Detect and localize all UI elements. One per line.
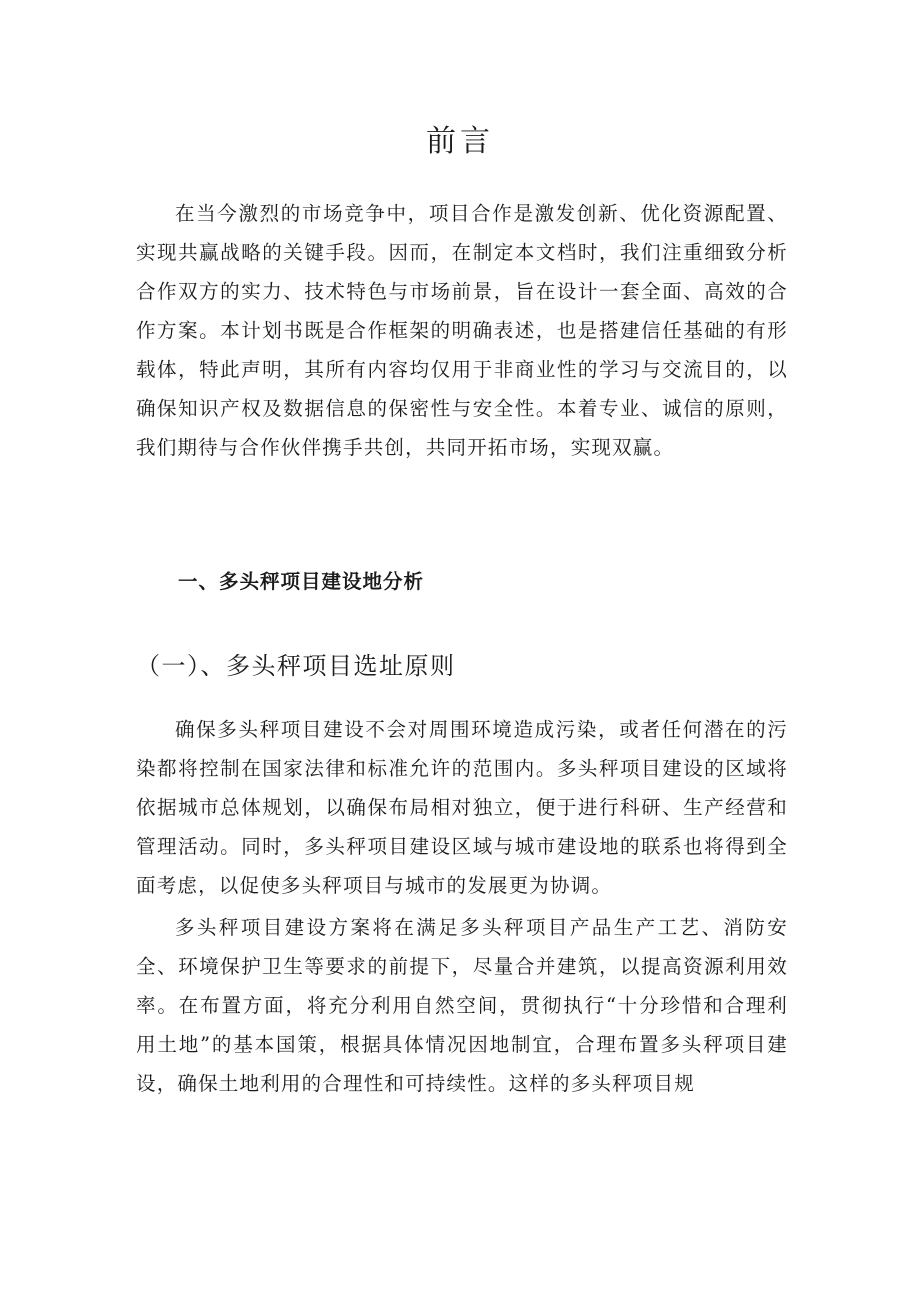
section-heading: 一、多头秤项目建设地分析 xyxy=(178,570,425,593)
body-paragraph: 确保多头秤项目建设不会对周围环境造成污染，或者任何潜在的污染都将控制在国家法律和标准允许的范围内。多头秤项目建设的区域将依据城市总体规划，以确保布局相对独立，便于进行科研、生产经营和管理活动。同时，多头秤项目建设区域与城市建设地的联系也将得到全面考虑，以促使多头秤项目与城市的发展更为协调。 xyxy=(136,718,788,897)
intro-section xyxy=(136,194,788,467)
page-title: 前言 xyxy=(426,124,494,159)
body-paragraph: 多头秤项目建设方案将在满足多头秤项目产品生产工艺、消防安全、环境保护卫生等要求的前提下，尽量合并建筑，以提高资源利用效率。在布置方面，将充分利用自然空间，贯彻执行“十分珍惜和合理利用土地”的基本国策，根据具体情况因地制宜，合理布置多头秤项目建设，确保土地利用的合理性和可持续性。这样的多头秤项目规 xyxy=(136,916,788,1095)
body-section xyxy=(136,710,788,1103)
subsection-heading: （一）、多头秤项目选址原则 xyxy=(136,652,456,680)
intro-paragraph: 在当今激烈的市场竞争中，项目合作是激发创新、优化资源配置、实现共赢战略的关键手段。因而，在制定本文档时，我们注重细致分析合作双方的实力、技术特色与市场前景，旨在设计一套全面、高效的合作方案。本计划书既是合作框架的明确表述，也是搭建信任基础的有形载体，特此声明，其所有内容均仅用于非商业性的学习与交流目的，以确保知识产权及数据信息的保密性与安全性。本着专业、诚信的原则，我们期待与合作伙伴携手共创，共同开拓市场，实现双赢。 xyxy=(136,202,788,459)
